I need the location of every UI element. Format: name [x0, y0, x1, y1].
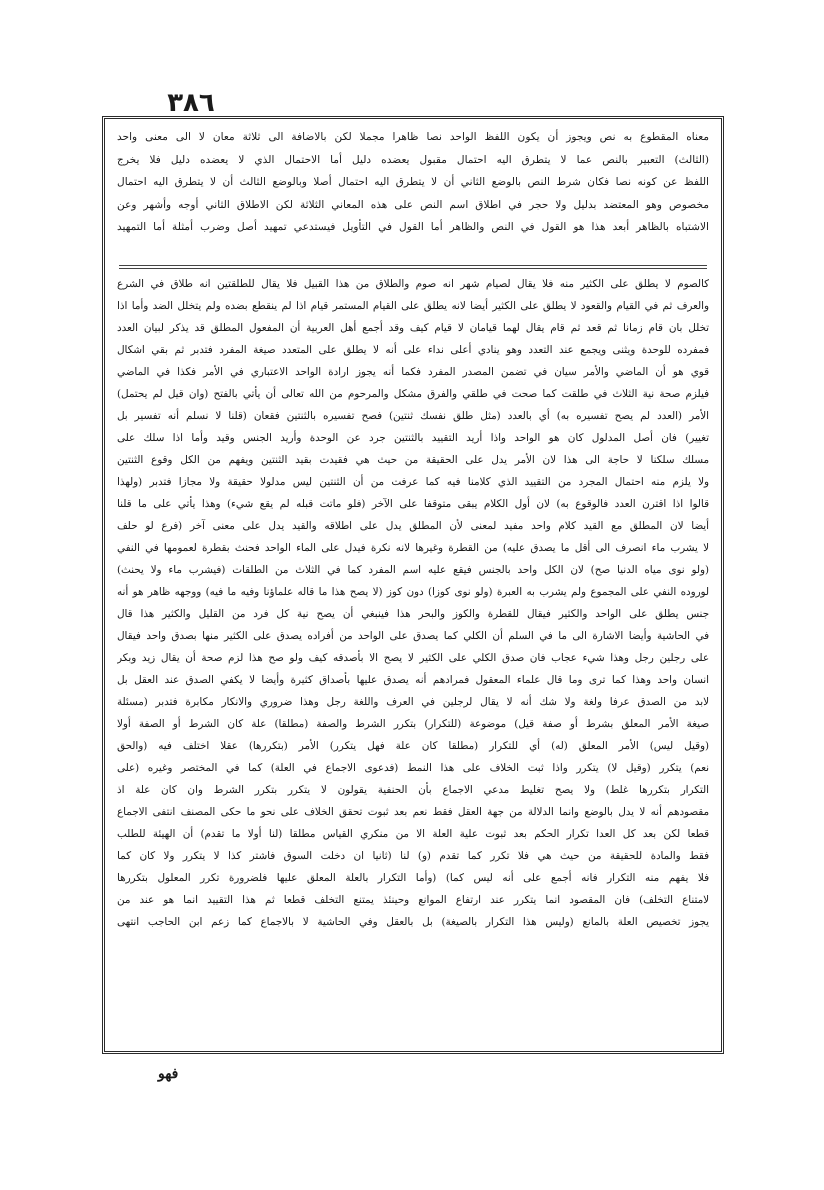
text-line: اللفظ عن كونه نصا فكان شرط النص بالوضع الثاني أن لا يتطرق اليه احتمال أصلا وبالوضع الثالث أن لا يتطرق اليه احتمال [117, 176, 709, 189]
text-line: والعرف ثم في القيام والقعود لا يطلق على الكثير أيضا لانه يطلق على القيام المستمر قيام اذا لم ينقطع بضده ولم يتخلل الضد وأما اذا [117, 300, 709, 312]
text-line: مخصوص وهو المعتضد بدليل ولا حجر في اطلاق اسم النص على هذه المعاني الثلاثة لكن الاطلاق الثاني أوجه وأشهر وعن [117, 198, 709, 211]
text-line: لامتناع التخلف) فان المقصود انما يتكرر عند ارتفاع الموانع وحينئذ يمتنع التخلف قطعا ثم هذا التقييد انما هو عند من [117, 894, 709, 906]
main-text [117, 273, 709, 933]
text-line: الاشتباه بالظاهر أبعد هذا هو القول في النص والظاهر أما القول في التأويل فيستدعي تمهيد أصل وضرب أمثلة أما التمهيد [117, 221, 709, 234]
page-frame [102, 116, 724, 1054]
text-line: مسلك سلكنا لا حاجة الى هذا لان الأمر يدل على الحقيقة من حيث هي فقيدت بقيد الثنتين ويفهم من الكل وقوع الثنتين [117, 454, 709, 466]
text-line: قوي هو أن الماضي والأمر سيان في تضمن المصدر المفرد فكما أنه يجوز ارادة الواحد الاعتباري في الأمر فكذا في الماضي [117, 366, 709, 378]
commentary-top-text [117, 126, 709, 239]
catchword: فهو [158, 1066, 179, 1082]
text-line: على رجلين رجل وهذا شيء عجاب فان صدق الكلي على الكثير لا يصح الا بأصدقه كيف ولو صح هذا لزم صحة أن يقال زيد وبكر [117, 652, 709, 664]
text-line: أيضا لان المطلق مع القيد كلام واحد مفيد لمعنى لأن المطلق يدل على اطلاقه والقيد يدل على معنى آخر (فرع لو حلف [117, 520, 709, 532]
text-line: التكرار بتكررها غلط) ولا يصح تغليط مدعي الاجماع بأن الحنفية يقولون لا يتكرر بتكرر الشرط وان كان علة اذ [117, 784, 709, 796]
text-line: نعم) يتكرر (وقيل لا) يتكرر واذا ثبت الخلاف على هذا النمط (فدعوى الاجماع في العلة) كما في المختصر وغيره (على [117, 762, 709, 774]
section-divider [119, 265, 707, 269]
text-line: الأمر (العدد لم يصح تفسيره به) أي بالعدد (مثل طلق نفسك ثنتين) فصح تفسيره بالثنتين فقعان (قلنا لا نسلم أنه تفسير بل [117, 410, 709, 422]
text-line: ولا يلزم منه احتمال المجرد من التقييد الذي كلامنا فيه كما عرفت من أن الثنتين ليس مدلولا حقيقة ولا مجازا فتدبر (ولهذا [117, 476, 709, 488]
text-line: فلا يفهم منه التكرار فانه أجمع على أنه ليس كما) (وأما التكرار بالعلة المعلق عليها فلضرورة تكرر المعلول بتكررها [117, 872, 709, 884]
text-line: فمفرده للوحدة ويثنى ويجمع عند التعدد وهو ينادي أعلى نداء على أنه لا يطلق على المتعدد صيغة المفرد فتدبر ثم بقي اشكال [117, 344, 709, 356]
text-line: في الحاشية وأيضا الاشارة الى ما في السلم أن الكلي كما يصدق على الواحد من أفراده يصدق على الكثير منها بصدق واحد فيقال [117, 630, 709, 642]
text-line: فقط والمادة للحقيقة من حيث هي فلا تكرر كما تقدم (و) لنا (ثانيا ان دخلت السوق فاشتر كذا لا يتكرر ولا كان كما [117, 850, 709, 862]
text-line: لا يشرب ماء انصرف الى أقل ما يصدق عليه) من القطرة وغيرها لانه نكرة فيدل على الماء الواحد فحنث بقطرة لعمومها في النفي [117, 542, 709, 554]
text-line: صيغة الأمر المعلق بشرط أو صفة قيل) موضوعة (للتكرار) بتكرر الشرط والصفة (مطلقا) علة كان الشرط أو الصفة أولا [117, 718, 709, 730]
page-number: ٣٨٦ [167, 88, 215, 118]
text-line: (الثالث) التعبير بالنص عما لا يتطرق اليه احتمال مقبول يعضده دليل أما الاحتمال الذي لا يعضده دليل فلا يخرج [117, 153, 709, 166]
text-line: (وقيل ليس) الأمر المعلق (له) أي للتكرار (مطلقا كان علة فهل يتكرر) الأمر (بتكررها) عقلا اختلف فيه (والحق [117, 740, 709, 752]
text-line: يجوز تخصيص العلة بالمانع (وليس هذا التكرار بالصيغة) بل بالعقل وفي الحاشية لا بالاجماع كما زعم ابن الحاجب انتهى [117, 916, 709, 928]
text-line: لوروده النفي على المجموع ولم يشرب به العبرة (ولو نوى كوزا) دون كوز (لا يصح هذا ما قاله علماؤنا وفيه ما فيه) ووجهه ظاهر هو أنه [117, 586, 709, 598]
text-line: مقصودهم أنه لا يدل بالوضع وانما الدلالة من جهة العقل فقط نعم بعد ثبوت تحقق الخلاف على نحو ما حكى المصنف انتفى الاجماع [117, 806, 709, 818]
text-line: لابد من الصدق عرفا ولغة ولا شك أنه لا يقال لرجلين في العرف واللغة رجل وهذا ضروري والانكار مكابرة فتدبر (مسئلة [117, 696, 709, 708]
text-line: تخلل بان قام زمانا ثم قعد ثم قام يقال لهما قيامان لا قيام كيف وقد أجمع أهل العربية أن المفعول المطلق قد يذكر لبيان العدد [117, 322, 709, 334]
text-line: انسان واحد وهذا كما ترى وما قال علماء المعقول فمرادهم أنه يصدق عليها بأصداق كثيرة وأيضا لا يكفي الصدق عند العقل بل [117, 674, 709, 686]
text-line: معناه المقطوع به نص ويجوز أن يكون اللفظ الواحد نصا ظاهرا مجملا لكن بالاضافة الى ثلاثة معان لا الى معنى واحد [117, 131, 709, 143]
text-line: جنس يطلق على الواحد والكثير فيقال للقطرة والكوز والبحر هذا فينبغي أن يصح نية كل فرد من القليل والكثير هذا قال [117, 608, 709, 620]
text-line: قطعا لكن بعد كل العدا تكرار الحكم بعد ثبوت علية العلة الا من منكري القياس مطلقا (لنا أولا ما تقدم) أن الهيئة للطلب [117, 828, 709, 840]
text-line: فيلزم صحة نية الثلاث في طلقت كما صحت في طلقي والفرق مشكل والمرحوم من الله تعالى أن يأتي بالفتح (وان قيل لم يحتمل) [117, 388, 709, 400]
text-line: كالصوم لا يطلق على الكثير منه فلا يقال لصيام شهر انه صوم والطلاق من هذا القبيل فلا يقال للطلقتين انه طلاق في الشرع [117, 278, 709, 290]
text-line: (ولو نوى مياه الدنيا صح) لان الكل واحد بالجنس فيقع عليه اسم المفرد كما في الثلاث من الطلقات (فيشرب ماء ولا يحنث) [117, 564, 709, 576]
text-line: قالوا اذا اقترن العدد فالوقوع به) لان أول الكلام يبقى متوقفا على الآخر (فلو ماتت قبله لم يقع شيء) وهذا يأتي على ما قلنا [117, 498, 709, 510]
text-line: تغيير) فان أصل المدلول كان هو الواحد واذا أريد التقييد بالثنتين جرد عن الوحدة وأريد الجنس وقيد وأما اذا سلك على [117, 432, 709, 444]
